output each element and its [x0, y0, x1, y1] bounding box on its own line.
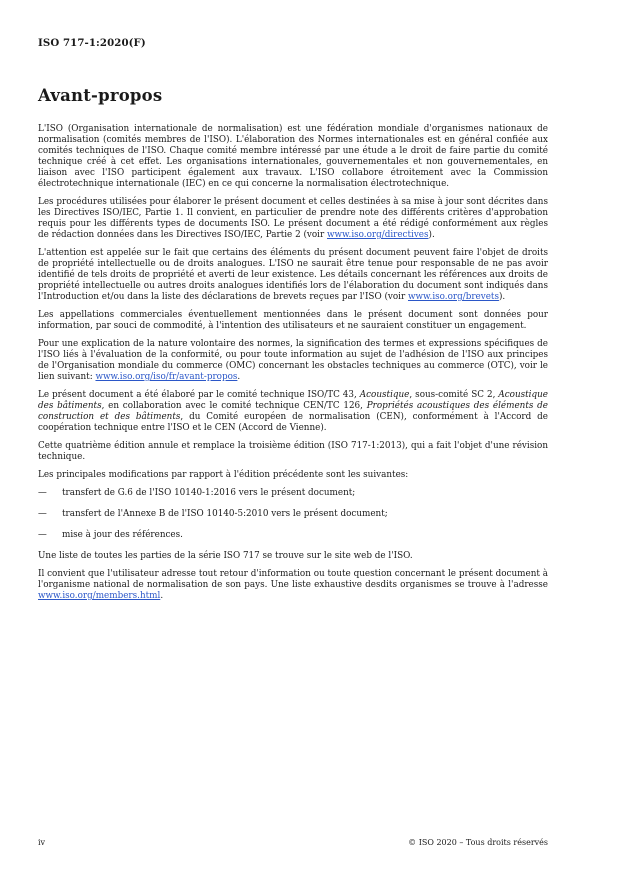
- dash-marker: —: [38, 488, 47, 498]
- paragraph-text: Le présent document a été élaboré par le comité technique ISO/TC 43,: [38, 390, 360, 400]
- paragraph-text-end: ).: [498, 292, 506, 302]
- foreword-link[interactable]: www.iso.org/iso/fr/avant-propos: [95, 372, 238, 382]
- paragraph-text: L'attention est appelée sur le fait que certains des éléments du présent document peuvent faire l'objet de droits de propriété intellectuelle ou de droits analogues. L'ISO ne saurait être tenue pour responsable de ne pas avoir identifié de tels droits de propriété et averti de leur existence. Les détails concernant les références aux droits de propriété intellectuelle ou autres droits analogues identifiés lors de l'élaboration du document sont indiqués dans l'Introduction et/ou dans la liste des déclarations de brevets reçues par l'ISO (voir: [38, 248, 548, 302]
- subcommittee-name: Acoustique des bâtiments: [38, 390, 548, 411]
- section-title: Avant-propos: [38, 86, 163, 105]
- list-item: [38, 530, 548, 541]
- copyright-notice: © ISO 2020 – Tous droits réservés: [408, 838, 548, 847]
- list-item-text: transfert de l'Annexe B de l'ISO 10140-5:2010 vers le présent document;: [62, 509, 388, 519]
- patents-link[interactable]: www.iso.org/brevets: [407, 292, 499, 302]
- committee-name: Acoustique: [359, 390, 410, 400]
- cen-committee-name: Propriétés acoustiques des éléments de construction et des bâtiments: [38, 401, 548, 422]
- paragraph-trade-names: Les appellations commerciales éventuellement mentionnées dans le présent document sont données pour information, par souci de commodité, à l'intention des utilisateurs et ne sauraient constituer un engagement.: [38, 310, 548, 331]
- document-id-header: ISO 717-1:2020(F): [38, 37, 146, 49]
- list-item-text: transfert de G.6 de l'ISO 10140-1:2016 vers le présent document;: [62, 488, 356, 498]
- list-item: [38, 509, 548, 520]
- page-number: iv: [38, 838, 46, 847]
- paragraph-text: , en collaboration avec le comité technique CEN/TC 126,: [101, 401, 367, 411]
- paragraph-series-list: Une liste de toutes les parties de la série ISO 717 se trouve sur le site web de l'ISO.: [38, 551, 413, 561]
- paragraph-text: Il convient que l'utilisateur adresse tout retour d'information ou toute question concernant le présent document à l'organisme national de normalisation de son pays. Une liste exhaustive desdits organismes se trouve à l'adresse: [38, 569, 548, 590]
- dash-marker: —: [38, 509, 47, 519]
- paragraph-committee: [38, 390, 548, 434]
- paragraph-patents: [38, 248, 548, 303]
- list-item-text: mise à jour des références.: [62, 530, 183, 540]
- foreword-body: [38, 124, 548, 609]
- paragraph-feedback: [38, 569, 548, 602]
- paragraph-edition: Cette quatrième édition annule et remplace la troisième édition (ISO 717-1:2013), qui a fait l'objet d'une révision technique.: [38, 441, 548, 462]
- dash-marker: —: [38, 530, 47, 540]
- directives-link[interactable]: www.iso.org/directives: [326, 230, 429, 240]
- paragraph-text-end: ).: [428, 230, 435, 240]
- paragraph-text: Les procédures utilisées pour élaborer le présent document et celles destinées à sa mise à jour sont décrites dans les Directives ISO/IEC, Partie 1. Il convient, en particulier de prendre note des différents critères d'approbation requis pour les différents types de documents ISO. Le présent document a été rédigé conformément aux règles de rédaction données dans les Directives ISO/IEC, Partie 2 (voir: [38, 197, 548, 240]
- paragraph-text: Pour une explication de la nature volontaire des normes, la signification des termes et expressions spécifiques de l'ISO liés à l'évaluation de la conformité, ou pour toute information au sujet de l'adhésion de l'ISO aux principes de l'Organisation mondiale du commerce (OMC) concernant les obstacles techniques au commerce (OTC), voir le lien suivant:: [38, 339, 548, 382]
- paragraph-iso-intro: L'ISO (Organisation internationale de normalisation) est une fédération mondiale d'organismes nationaux de normalisation (comités membres de l'ISO). L'élaboration des Normes internationales est en général confiée aux comités techniques de l'ISO. Chaque comité membre intéressé par une étude a le droit de faire partie du comité technique créé à cet effet. Les organisations internationales, gouvernementales et non gouvernementales, en liaison avec l'ISO participent également aux travaux. L'ISO collabore étroitement avec la Commission électrotechnique internationale (IEC) en ce qui concerne la normalisation électrotechnique.: [38, 124, 548, 189]
- paragraph-text-end: .: [160, 591, 164, 601]
- list-item: [38, 488, 548, 499]
- paragraph-procedures: [38, 197, 548, 241]
- paragraph-text: , du Comité européen de normalisation (CEN), conformément à l'Accord de coopération technique entre l'ISO et le CEN (Accord de Vienne).: [38, 412, 549, 433]
- paragraph-text: , sous-comité SC 2,: [409, 390, 499, 400]
- members-link[interactable]: www.iso.org/members.html: [38, 591, 161, 601]
- page-footer: [38, 838, 548, 847]
- paragraph-text-end: .: [237, 372, 241, 382]
- paragraph-changes-intro: Les principales modifications par rapport à l'édition précédente sont les suivantes:: [38, 470, 409, 480]
- paragraph-voluntary-nature: [38, 339, 548, 383]
